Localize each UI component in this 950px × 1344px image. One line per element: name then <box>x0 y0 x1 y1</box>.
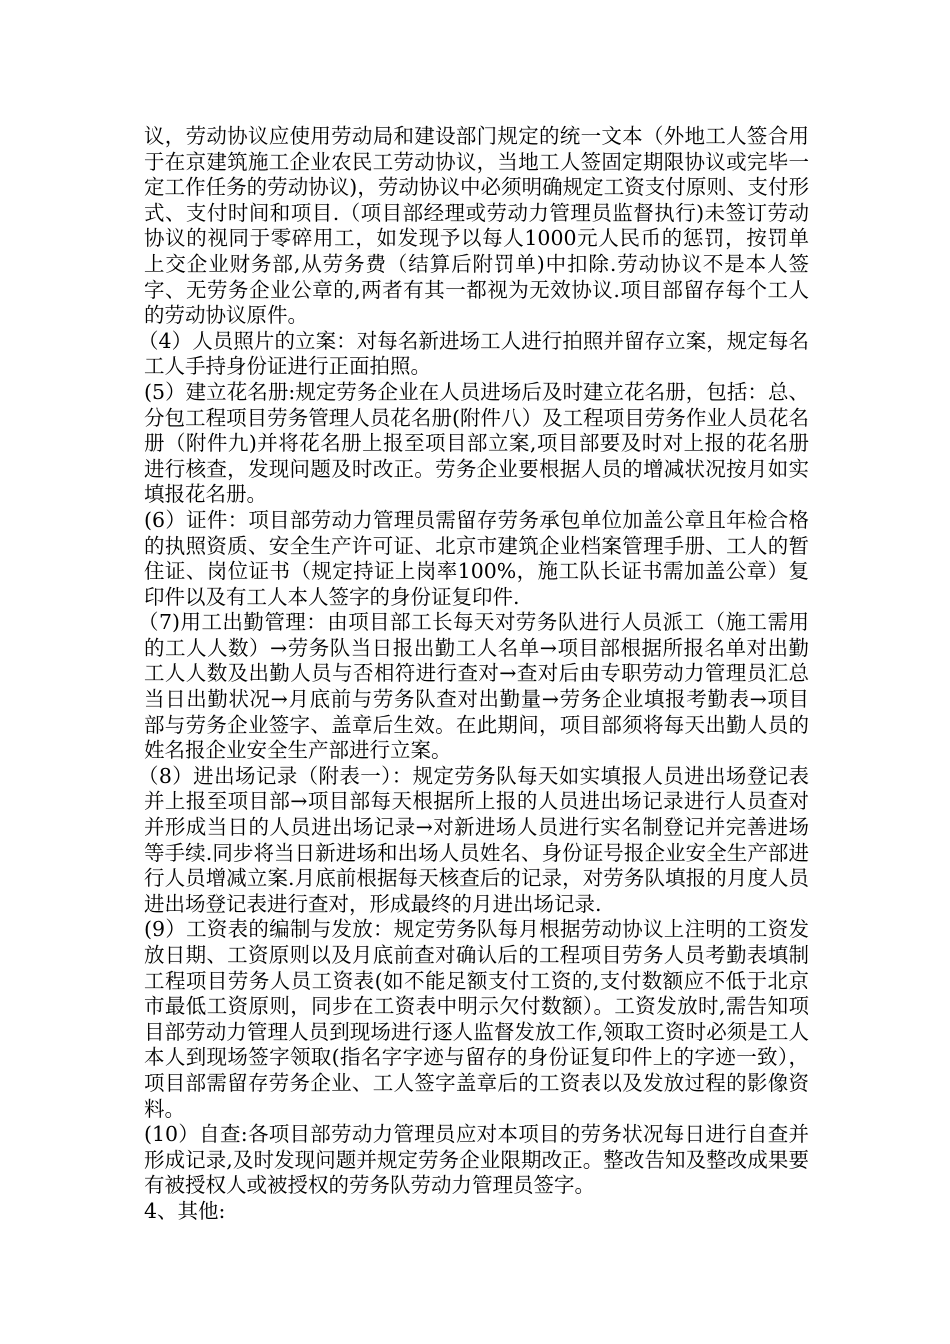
paragraph-other-heading: 4、其他: <box>144 1198 226 1223</box>
paragraph-certificates: (6）证件：项目部劳动力管理员需留存劳务承包单位加盖公章且年检合格的执照资质、安全生产许可证、北京市建筑企业档案管理手册、工人的暂住证、岗位证书（规定持证上岗率100%，施工队长证书需加盖公章）复印件以及有工人本人签字的身份证复印件. <box>144 507 809 609</box>
paragraph-photo-filing: （4）人员照片的立案：对每名新进场工人进行拍照并留存立案，规定每名工人手持身份证进行正面拍照。 <box>138 328 809 379</box>
paragraph-payroll: (9）工资表的编制与发放：规定劳务队每月根据劳动协议上注明的工资发放日期、工资原则以及月底前查对确认后的工程项目劳务人员考勤表填制工程项目劳务人员工资表(如不能足额支付工资的,支付数额应不低于北京市最低工资原则，同步在工资表中明示欠付数额）。工资发放时,需告知项目部劳动力管理人员到现场进行逐人监督发放工作,领取工资时必须是工人本人到现场签字领取(指名字字迹与留存的身份证复印件上的字迹一致），项目部需留存劳务企业、工人签字盖章后的工资表以及发放过程的影像资料。 <box>144 917 809 1121</box>
paragraph-attendance: （7)用工出勤管理：由项目部工长每天对劳务队进行人员派工（施工需用的工人人数）→劳务队当日报出勤工人名单→项目部根据所报名单对出勤工人人数及出勤人员与否相符进行查对→查对后由专职劳动力管理员汇总当日出勤状况→月底前与劳务队查对出勤量→劳务企业填报考勤表→项目部与劳务企业签字、盖章后生效。在此期间，项目部须将每天出勤人员的姓名报企业安全生产部进行立案。 <box>138 610 809 763</box>
paragraph-entry-exit-records: （8）进出场记录（附表一）：规定劳务队每天如实填报人员进出场登记表并上报至项目部→项目部每天根据所上报的人员进出场记录进行人员查对并形成当日的人员进出场记录→对新进场人员进行实名制登记并完善进场等手续.同步将当日新进场和出场人员姓名、身份证号报企业安全生产部进行人员增减立案.月底前根据每天核查后的记录，对劳务队填报的月度人员进出场登记表进行查对，形成最终的月进出场记录. <box>138 763 809 916</box>
paragraph-self-inspection: (10）自查:各项目部劳动力管理员应对本项目的劳务状况每日进行自查并形成记录,及时发现问题并规定劳务企业限期改正。整改告知及整改成果要有被授权人或被授权的劳务队劳动力管理员签字。 <box>144 1122 809 1198</box>
paragraph-roster: (5）建立花名册:规定劳务企业在人员进场后及时建立花名册，包括：总、分包工程项目劳务管理人员花名册(附件八）及工程项目劳务作业人员花名册（附件九)并将花名册上报至项目部立案,项目部要及时对上报的花名册进行核查，发现问题及时改正。劳务企业要根据人员的增减状况按月如实填报花名册。 <box>144 379 809 507</box>
paragraph-labor-contract: 议，劳动协议应使用劳动局和建设部门规定的统一文本（外地工人签合用于在京建筑施工企业农民工劳动协议，当地工人签固定期限协议或完毕一定工作任务的劳动协议)，劳动协议中必须明确规定工资支付原则、支付形式、支付时间和项目.（项目部经理或劳动力管理员监督执行)未签订劳动协议的视同于零碎用工，如发现予以每人1000元人民币的惩罚，按罚单上交企业财务部,从劳务费（结算后附罚单)中扣除.劳动协议不是本人签字、无劳务企业公章的,两者有其一都视为无效协议.项目部留存每个工人的劳动协议原件。 <box>144 124 809 328</box>
document-body <box>138 124 809 1225</box>
